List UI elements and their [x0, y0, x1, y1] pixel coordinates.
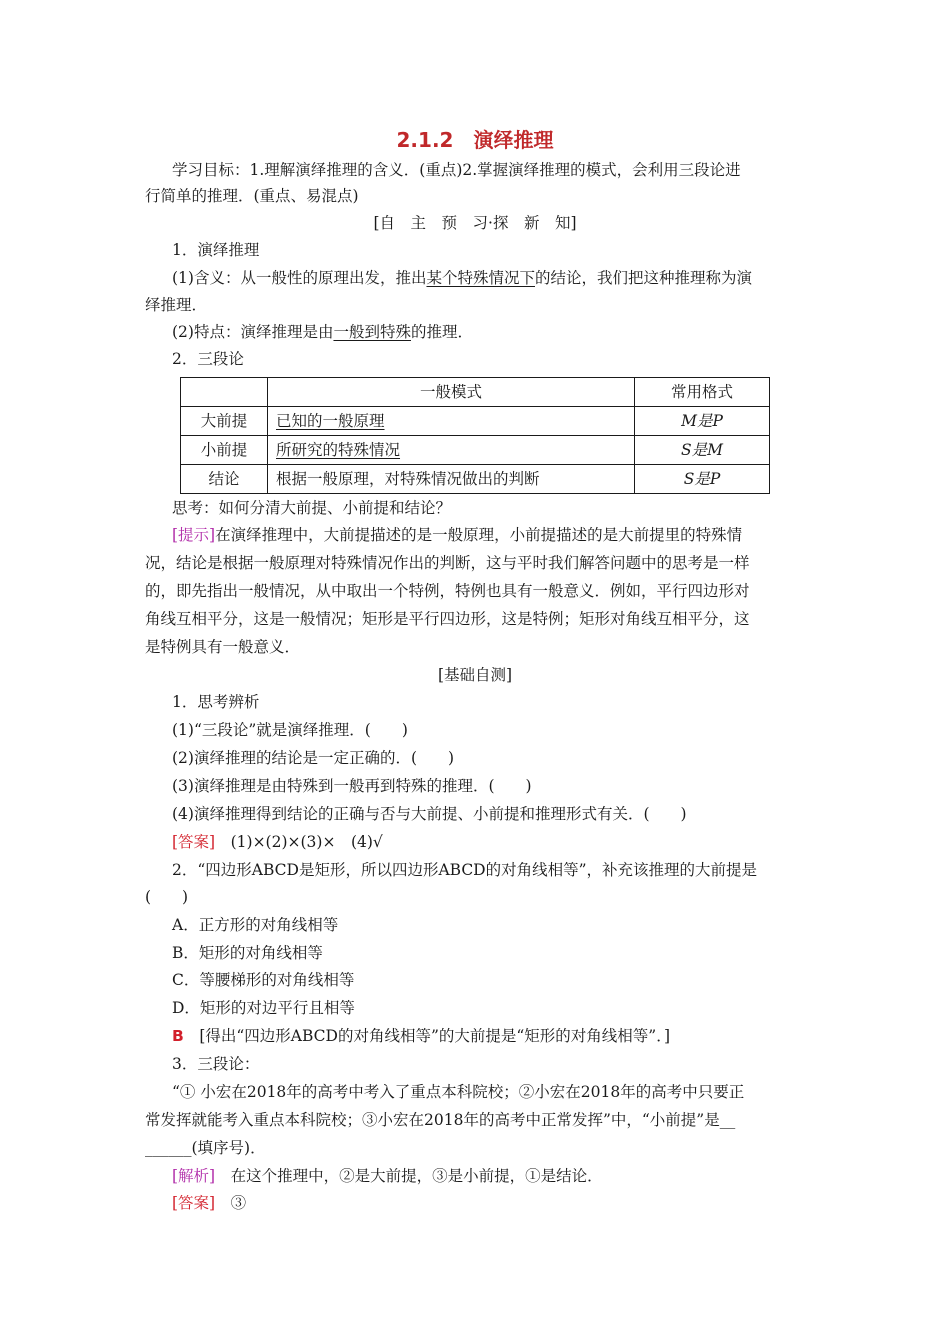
page-title: 2.1.2 演绎推理	[396, 128, 554, 152]
think-question: 思考：如何分清大前提、小前提和结论？	[172, 499, 452, 517]
q2-stem-line-2: ( )	[145, 888, 189, 906]
q3-line-2: 常发挥就能考入重点本科院校；③小宏在2018年的高考中正常发挥”中，“小前提”是__	[145, 1111, 736, 1129]
q2-option: C．等腰梯形的对角线相等	[172, 971, 355, 989]
section-preview-heading: [自 主 预 习·探 新 知]	[373, 214, 577, 232]
table-cell-format: S是P	[635, 465, 770, 494]
q1-answer-label: [答案]	[172, 833, 216, 851]
q1-heading: 1．思考辨析	[172, 693, 260, 711]
table-header-cell: 一般模式	[268, 378, 635, 407]
hint-line-5: 是特例具有一般意义．	[145, 638, 301, 656]
q3-line-1: “① 小宏在2018年的高考中考入了重点本科院校；②小宏在2018年的高考中只要正	[172, 1083, 745, 1101]
q3-line-3: ______(填序号)．	[145, 1139, 266, 1157]
q2-answer-text: [得出“四边形ABCD的对角线相等”的大前提是“矩形的对角线相等”．]	[183, 1027, 671, 1045]
hint-label: [提示]	[172, 526, 216, 544]
q1-item: (3)演绎推理是由特殊到一般再到特殊的推理．( )	[172, 777, 532, 795]
q2-stem-line-1: 2．“四边形ABCD是矩形，所以四边形ABCD的对角线相等”，补充该推理的大前提是	[172, 861, 758, 879]
q3-analysis-label: [解析]	[172, 1167, 216, 1185]
q3-analysis	[172, 1166, 603, 1186]
table-row	[181, 436, 770, 465]
table-header-row	[181, 378, 770, 407]
hint-line-3: 的，即先指出一般情况，从中取出一个特例，特例也具有一般意义．例如，平行四边形对	[145, 582, 750, 600]
deduction-heading: 1．演绎推理	[172, 241, 260, 259]
syllogism-table	[180, 377, 770, 494]
q3-answer	[172, 1193, 246, 1213]
table-header-cell: 常用格式	[635, 378, 770, 407]
deduction-feature	[172, 322, 473, 342]
q2-answer	[172, 1026, 670, 1046]
hint-line-1	[172, 525, 742, 545]
q1-item: (4)演绎推理得到结论的正确与否与大前提、小前提和推理形式有关．( )	[172, 805, 687, 823]
q1-item: (2)演绎推理的结论是一定正确的．( )	[172, 749, 455, 767]
objectives-line-1: 学习目标：1.理解演绎推理的含义．(重点)2.掌握演绎推理的模式，会利用三段论进	[172, 161, 741, 179]
feature-underlined: 一般到特殊	[333, 323, 411, 341]
hint-text: 在演绎推理中，大前提描述的是一般原理，小前提描述的是大前提里的特殊情	[215, 526, 743, 544]
q3-analysis-text: 在这个推理中，②是大前提，③是小前提，①是结论．	[215, 1167, 603, 1185]
table-header-cell	[181, 378, 268, 407]
table-row	[181, 407, 770, 436]
q3-heading: 3．三段论：	[172, 1055, 260, 1073]
table-cell-mode: 已知的一般原理	[276, 412, 385, 430]
q1-item: (1)“三段论”就是演绎推理．( )	[172, 721, 408, 739]
hint-line-4: 角线互相平分，这是一般情况；矩形是平行四边形，这是特例；矩形对角线互相平分，这	[145, 610, 750, 628]
table-cell-format: M是P	[635, 407, 770, 436]
section-test-heading: [基础自测]	[437, 666, 513, 684]
table-cell-format: S是M	[635, 436, 770, 465]
objectives-line-2: 行简单的推理．(重点、易混点)	[145, 187, 359, 205]
table-cell-mode: 所研究的特殊情况	[276, 441, 401, 459]
q2-answer-letter: B	[172, 1027, 184, 1045]
table-row	[181, 465, 770, 494]
table-cell-name: 结论	[181, 465, 268, 494]
q3-answer-label: [答案]	[172, 1194, 216, 1212]
table-cell-name: 小前提	[181, 436, 268, 465]
table-cell-name: 大前提	[181, 407, 268, 436]
deduction-meaning	[172, 268, 752, 288]
feature-prefix: (2)特点：演绎推理是由	[172, 323, 334, 341]
syllogism-heading: 2．三段论	[172, 350, 244, 368]
q2-option: A．正方形的对角线相等	[172, 916, 339, 934]
hint-line-2: 况，结论是根据一般原理对特殊情况作出的判断，这与平时我们解答问题中的思考是一样	[145, 554, 750, 572]
q2-option: B．矩形的对角线相等	[172, 944, 323, 962]
meaning-prefix: (1)含义：从一般性的原理出发，推出	[172, 269, 427, 287]
q1-answer	[172, 832, 383, 852]
table-cell-mode: 根据一般原理，对特殊情况做出的判断	[268, 465, 635, 494]
meaning-underlined: 某个特殊情况下	[426, 269, 535, 287]
meaning-suffix: 的结论，我们把这种推理称为演	[534, 269, 752, 287]
q3-answer-text: ③	[215, 1194, 247, 1212]
q2-option: D．矩形的对边平行且相等	[172, 999, 355, 1017]
feature-suffix: 的推理．	[410, 323, 473, 341]
deduction-meaning-line-2: 绎推理．	[145, 296, 208, 314]
q1-answer-text: (1)×(2)×(3)× (4)√	[215, 833, 383, 851]
